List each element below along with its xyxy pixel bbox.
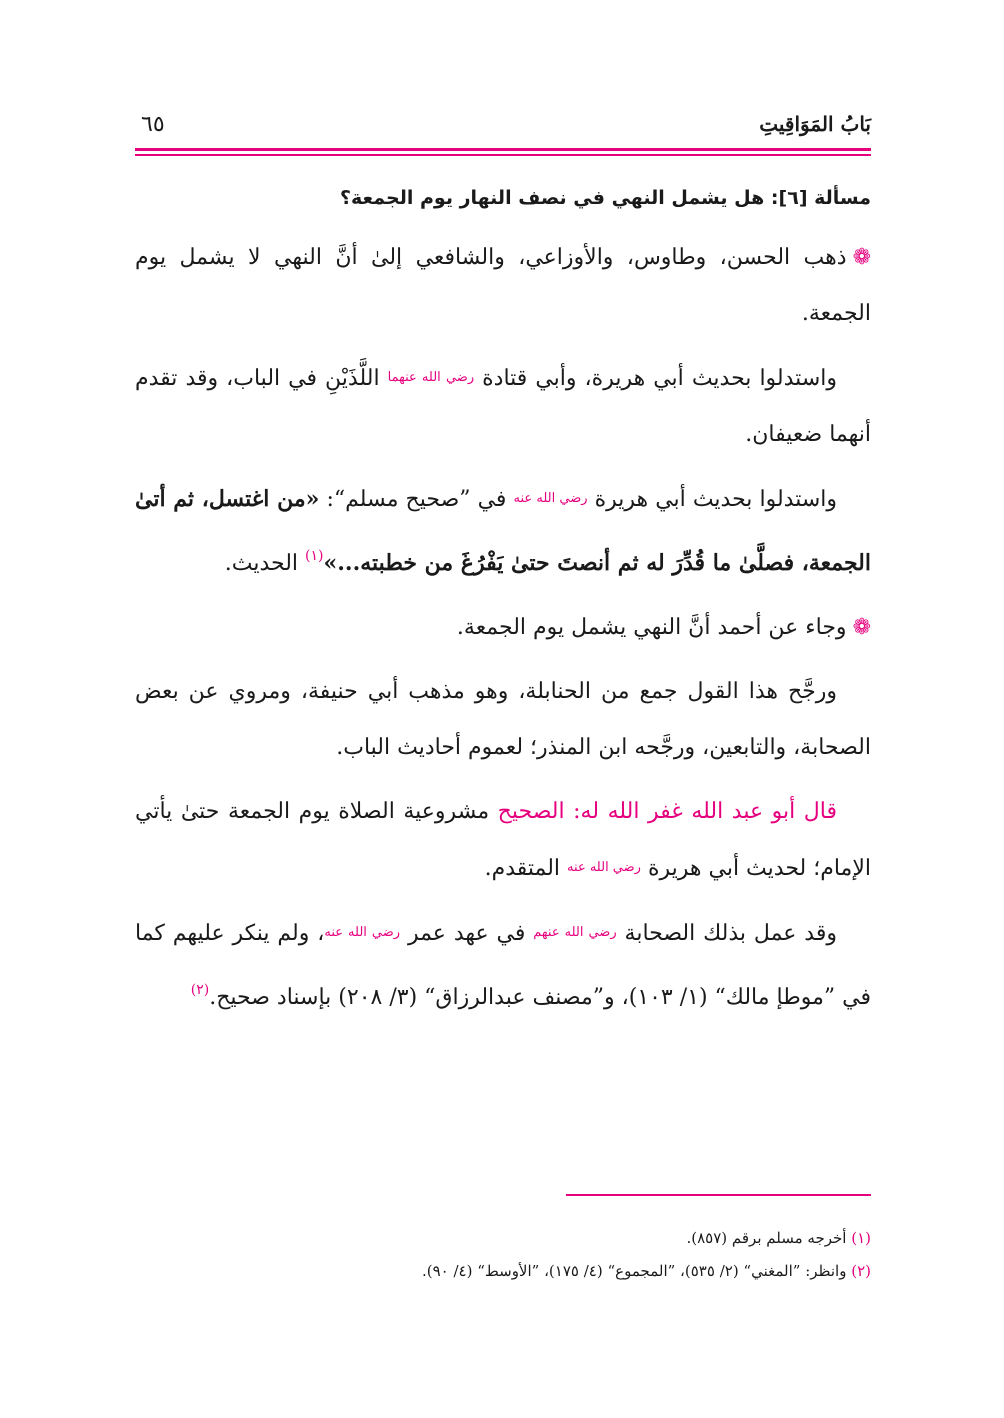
paragraph-2-text-b: اللَّذَيْنِ في الباب، وقد تقدم أنهما ضعيفان. <box>135 366 871 447</box>
header-rule-thin <box>135 154 871 156</box>
hadith-quote: «من اغتسل، ثم أتىٰ الجمعة، فصلَّىٰ ما قُدِّرَ له ثم أنصتَ حتىٰ يَفْرُغَ من خطبته...» <box>135 486 871 576</box>
paragraph-7-text-b: في عهد عمر <box>407 921 526 946</box>
paragraph-7-text-c: ، ولم ينكر عليهم كما في ”موطإ مالك“ (١/ ١٠٣)، و”مصنف عبدالرزاق“ (٣/ ٢٠٨) بإسناد صحيح. <box>135 921 871 1010</box>
honorific-icon: رضي الله عنه <box>324 925 401 940</box>
sahih-label: الصحيح <box>497 799 565 824</box>
honorific-icon: رضي الله عنهما <box>387 370 475 385</box>
main-text <box>135 170 871 1034</box>
footnote-ref-1[interactable]: (١) <box>305 548 324 564</box>
paragraph-7 <box>135 905 871 1026</box>
honorific-icon: رضي الله عنه <box>513 491 588 506</box>
paragraph-5 <box>135 664 871 776</box>
paragraph-3-text-a: واستدلوا بحديث أبي هريرة <box>594 487 838 512</box>
paragraph-6-text-b: المتقدم. <box>484 856 561 881</box>
masala-question: هل يشمل النهي في نصف النهار يوم الجمعة؟ <box>340 187 765 209</box>
flower-ornament-icon: ❁ <box>852 245 871 270</box>
footnote-1 <box>135 1222 871 1255</box>
author-attribution: قال أبو عبد الله غفر الله له: <box>573 799 837 824</box>
footnote-2 <box>135 1255 871 1288</box>
paragraph-5-text: ورجَّح هذا القول جمع من الحنابلة، وهو مذهب أبي حنيفة، ومروي عن بعض الصحابة، والتابعين، ورجَّحه ابن المنذر؛ لعموم أحاديث الباب. <box>135 679 871 760</box>
paragraph-4-text: وجاء عن أحمد أنَّ النهي يشمل يوم الجمعة. <box>456 615 847 640</box>
footnote-number: (٢) <box>851 1262 871 1280</box>
flower-ornament-icon: ❁ <box>852 615 871 640</box>
honorific-icon: رضي الله عنه <box>567 860 641 875</box>
paragraph-6-text-a: مشروعية الصلاة يوم الجمعة حتىٰ يأتي الإمام؛ لحديث أبي هريرة <box>135 799 871 881</box>
footnote-text: وانظر: ”المغني“ (٢/ ٥٣٥)، ”المجموع“ (٤/ ١٧٥)، ”الأوسط“ (٤/ ٩٠). <box>421 1262 847 1280</box>
paragraph-7-text-a: وقد عمل بذلك الصحابة <box>624 921 837 946</box>
chapter-title: بَابُ المَوَاقِيتِ <box>759 112 871 136</box>
header-rule-thick <box>135 148 871 151</box>
footnotes <box>135 1222 871 1288</box>
honorific-icon: رضي الله عنهم <box>533 925 617 940</box>
footnote-rule <box>566 1194 871 1196</box>
paragraph-4 <box>135 600 871 656</box>
page-number: ٦٥ <box>141 112 165 137</box>
paragraph-2-text-a: واستدلوا بحديث أبي هريرة، وأبي قتادة <box>482 366 837 391</box>
paragraph-6 <box>135 784 871 897</box>
footnote-number: (١) <box>851 1229 871 1247</box>
footnote-ref-2[interactable]: (٢) <box>190 982 210 998</box>
footnote-text: أخرجه مسلم برقم (٨٥٧). <box>686 1229 847 1247</box>
paragraph-3-text-b: في ”صحيح مسلم“: <box>326 487 507 512</box>
masala-label: مسألة [٦]: <box>770 187 871 209</box>
paragraph-2 <box>135 350 871 463</box>
masala-heading <box>135 170 871 226</box>
running-header <box>135 108 871 144</box>
paragraph-3 <box>135 471 871 592</box>
paragraph-1 <box>135 230 871 342</box>
paragraph-3-text-c: الحديث. <box>224 551 299 576</box>
paragraph-1-text: ذهب الحسن، وطاوس، والأوزاعي، والشافعي إلىٰ أنَّ النهي لا يشمل يوم الجمعة. <box>135 245 871 326</box>
